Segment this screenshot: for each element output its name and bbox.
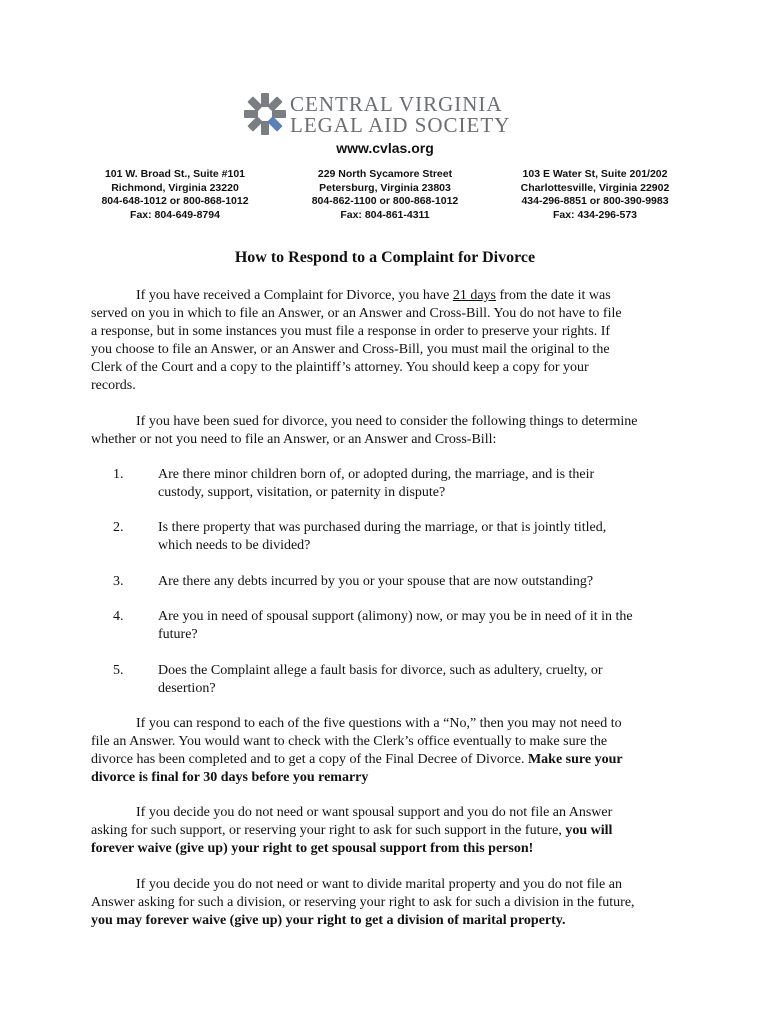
text-line: If you have been sued for divorce, you need to consider the following things to determine <box>136 414 638 429</box>
question-text: custody, support, visitation, or paternity in dispute? <box>158 485 446 500</box>
logo-icon <box>243 92 287 136</box>
bold-warning: Make sure your <box>527 752 623 767</box>
text-line: whether or not you need to file an Answer, or an Answer and Cross-Bill: <box>91 432 497 447</box>
office-street: 101 W. Broad St., Suite #101 <box>104 168 246 180</box>
office-richmond <box>75 168 275 222</box>
paragraph-no-answer <box>91 715 681 787</box>
paragraph-deadline <box>91 287 681 395</box>
question-text: Are you in need of spousal support (alimony) now, or may you be in need of it in the <box>158 609 633 624</box>
office-fax: Fax: 434-296-573 <box>552 208 638 221</box>
text: divorce has been completed and to get a copy of the Final Decree of Divorce. <box>91 752 528 767</box>
office-petersburg <box>285 168 485 222</box>
text: asking for such support, or reserving your right to ask for such support in the future, <box>91 823 566 838</box>
website-link[interactable]: www.cvlas.org <box>336 140 434 156</box>
text-line: served on you in which to file an Answer, or an Answer and Cross-Bill. You do not have to file <box>91 306 622 321</box>
bold-warning: divorce is final for 30 days before you remarry <box>91 770 369 785</box>
office-phone: 804-862-1100 or 800-868-1012 <box>311 195 459 207</box>
org-name-line1: CENTRAL VIRGINIA <box>290 92 503 116</box>
question-number: 5. <box>113 663 124 678</box>
question-text: Are there minor children born of, or adopted during, the marriage, and is their <box>158 467 595 482</box>
office-fax: Fax: 804-649-8794 <box>130 208 220 221</box>
question-text: which needs to be divided? <box>158 538 311 553</box>
paragraph-spousal-support <box>91 804 681 858</box>
text-line: If you decide you do not need or want to divide marital property and you do not file an <box>136 877 622 892</box>
question-text: Does the Complaint allege a fault basis for divorce, such as adultery, cruelty, or <box>158 663 603 678</box>
text-line: If you can respond to each of the five questions with a “No,” then you may not need to <box>136 716 622 731</box>
bold-warning: forever waive (give up) your right to get spousal support from this person! <box>91 841 534 856</box>
document-title: How to Respond to a Complaint for Divorce <box>234 249 536 266</box>
paragraph-marital-property <box>91 876 681 930</box>
office-city: Charlottesville, Virginia 22902 <box>520 181 670 194</box>
org-logo <box>243 92 543 142</box>
text: from the date it was <box>496 288 611 303</box>
office-city: Richmond, Virginia 23220 <box>111 181 239 194</box>
paragraph-considerations <box>91 413 681 449</box>
text: If you have received a Complaint for Divorce, you have <box>136 288 453 303</box>
office-street: 229 North Sycamore Street <box>317 168 453 180</box>
text-line: file an Answer. You would want to check with the Clerk’s office eventually to make sure the <box>91 734 608 749</box>
question-number: 3. <box>113 574 124 589</box>
question-number: 2. <box>113 520 124 535</box>
office-charlottesville <box>495 168 695 222</box>
office-city: Petersburg, Virginia 23803 <box>319 181 451 194</box>
question-text: desertion? <box>158 681 216 696</box>
text-line: records. <box>91 378 136 393</box>
bold-warning: you will <box>565 823 613 838</box>
question-number: 1. <box>113 467 124 482</box>
text-line: Answer asking for such a division, or reserving your right to ask for such a division in the future, <box>91 895 635 910</box>
deadline-days: 21 days <box>452 288 496 303</box>
text-line: Clerk of the Court and a copy to the plaintiff’s attorney. You should keep a copy for your <box>91 360 589 375</box>
org-name-line2: LEGAL AID SOCIETY <box>290 113 511 137</box>
office-phone: 434-296-8851 or 800-390-9983 <box>521 195 669 207</box>
question-number: 4. <box>113 609 124 624</box>
office-phone: 804-648-1012 or 800-868-1012 <box>101 195 249 207</box>
office-fax: Fax: 804-861-4311 <box>340 208 430 221</box>
text-line: you choose to file an Answer, or an Answer and Cross-Bill, you must mail the original to the <box>91 342 610 357</box>
text-line: a response, but in some instances you must file a response in order to preserve your rights. If <box>91 324 611 339</box>
question-text: Is there property that was purchased during the marriage, or that is jointly titled, <box>158 520 607 535</box>
question-text: future? <box>158 627 198 642</box>
bold-warning: you may forever waive (give up) your right to get a division of marital property. <box>91 913 566 928</box>
text-line: If you decide you do not need or want spousal support and you do not file an Answer <box>136 805 613 820</box>
question-text: Are there any debts incurred by you or your spouse that are now outstanding? <box>158 574 594 589</box>
office-street: 103 E Water St, Suite 201/202 <box>522 168 668 180</box>
